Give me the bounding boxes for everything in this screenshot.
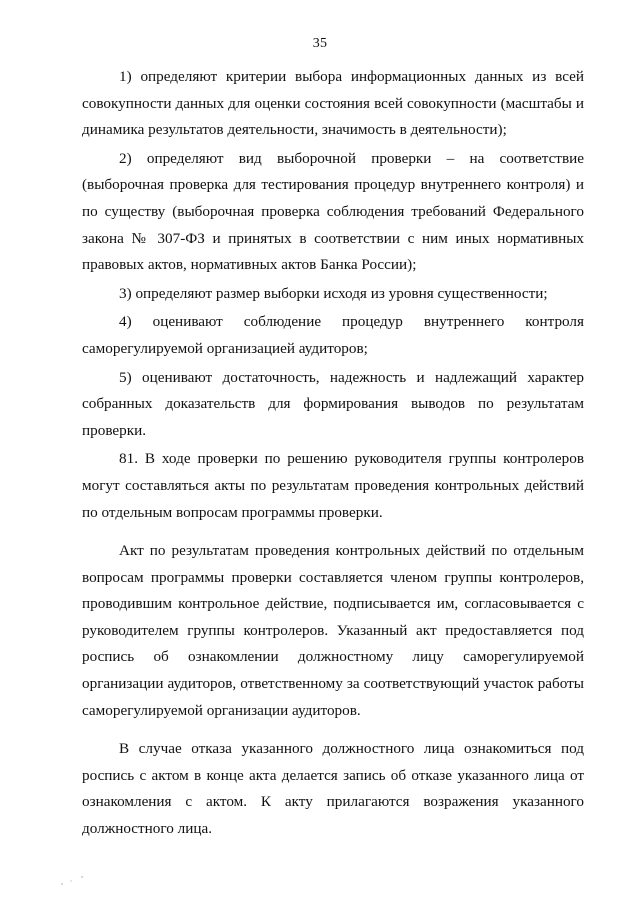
page-number: 35 (312, 36, 328, 51)
list-item-2: 2) определяют вид выборочной проверки – на соответствие (выборочная проверка для тестирования процедур внутреннего контроля) и по существу (выборочная проверка соблюдения требований Федерального закона № 307-ФЗ и принятых в соответствии с ним иных нормативных правовых актов, нормативных актов Банка России); (82, 149, 584, 274)
list-item-4: 4) оценивают соблюдение процедур внутреннего контроля саморегулируемой организацией аудиторов; (82, 313, 584, 357)
list-item-3: 3) определяют размер выборки исходя из уровня существенности; (119, 284, 548, 302)
paragraph-refusal: В случае отказа указанного должностного лица ознакомиться под роспись с актом в конце акта делается запись об отказе указанного лица от ознакомления с актом. К акту прилагаются возражения указанного должностного лица. (82, 740, 584, 838)
document-body (82, 64, 584, 843)
list-item-5: 5) оценивают достаточность, надежность и надлежащий характер собранных доказательств для формирования выводов по результатам проверки. (82, 368, 584, 439)
paragraph-81: 81. В ходе проверки по решению руководителя группы контролеров могут составляться акты по результатам проведения контрольных действий по отдельным вопросам программы проверки. (82, 450, 584, 521)
paragraph-act-procedure: Акт по результатам проведения контрольных действий по отдельным вопросам программы проверки составляется членом группы контролеров, проводившим контрольное действие, подписывается им, согласовывается с руководителем группы контролеров. Указанный акт предоставляется под роспись об ознакомлении должностному лицу саморегулируемой организации аудиторов, ответственному за соответствующий участок работы саморегулируемой организации аудиторов. (82, 542, 584, 719)
list-item-1: 1) определяют критерии выбора информационных данных из всей совокупности данных для оценки состояния всей совокупности (масштабы и динамика результатов деятельности, значимость в деятельности); (82, 68, 584, 139)
scan-specks (58, 875, 88, 887)
